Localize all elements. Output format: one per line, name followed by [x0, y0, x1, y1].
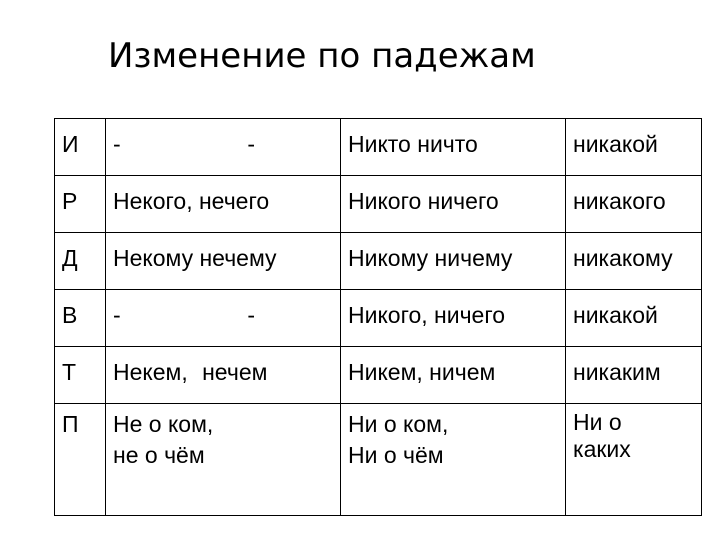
table-row-genitive — [55, 176, 702, 233]
case-label: Д — [55, 233, 106, 290]
nikakoy-cell: никакой — [566, 119, 702, 176]
page-title: Изменение по падежам — [108, 36, 536, 76]
table-row-accusative — [55, 290, 702, 347]
case-label: Т — [55, 347, 106, 404]
case-label: Р — [55, 176, 106, 233]
empty-dash: - — [247, 131, 255, 157]
cell-line: не о чём — [113, 442, 205, 468]
nikakoy-cell: никакого — [566, 176, 702, 233]
table-row-dative — [55, 233, 702, 290]
cell-line: Не о ком, — [113, 411, 214, 437]
case-declension-table — [54, 118, 702, 516]
negative-pronoun-ni-cell: Никем, ничем — [341, 347, 566, 404]
case-label: В — [55, 290, 106, 347]
negative-pronoun-ni-cell: Никому ничему — [341, 233, 566, 290]
cell-line: каких — [573, 436, 631, 462]
negative-pronoun-ne-cell: Некому нечему — [106, 233, 341, 290]
negative-pronoun-ne-cell — [106, 404, 341, 516]
negative-pronoun-ne-cell: Некого, нечего — [106, 176, 341, 233]
case-label: И — [55, 119, 106, 176]
empty-dash: - — [247, 302, 255, 328]
negative-pronoun-ne-cell: Некем, нечем — [106, 347, 341, 404]
negative-pronoun-ni-cell: Никто ничто — [341, 119, 566, 176]
negative-pronoun-ni-cell: Никого, ничего — [341, 290, 566, 347]
cell-line: Ни о — [573, 409, 622, 435]
nikakoy-cell: никакому — [566, 233, 702, 290]
negative-pronoun-ni-cell: Никого ничего — [341, 176, 566, 233]
nikakoy-cell: никакой — [566, 290, 702, 347]
negative-pronoun-ne-cell — [106, 119, 341, 176]
negative-pronoun-ne-cell — [106, 290, 341, 347]
nikakoy-cell — [566, 404, 702, 516]
table-row-nominative — [55, 119, 702, 176]
negative-pronoun-ni-cell — [341, 404, 566, 516]
nikakoy-cell: никаким — [566, 347, 702, 404]
empty-dash: - — [113, 131, 121, 157]
case-label: П — [55, 404, 106, 516]
cell-line: Ни о чём — [348, 442, 444, 468]
cell-line: Ни о ком, — [348, 411, 449, 437]
table-row-instrumental — [55, 347, 702, 404]
table-row-prepositional — [55, 404, 702, 516]
empty-dash: - — [113, 302, 121, 328]
